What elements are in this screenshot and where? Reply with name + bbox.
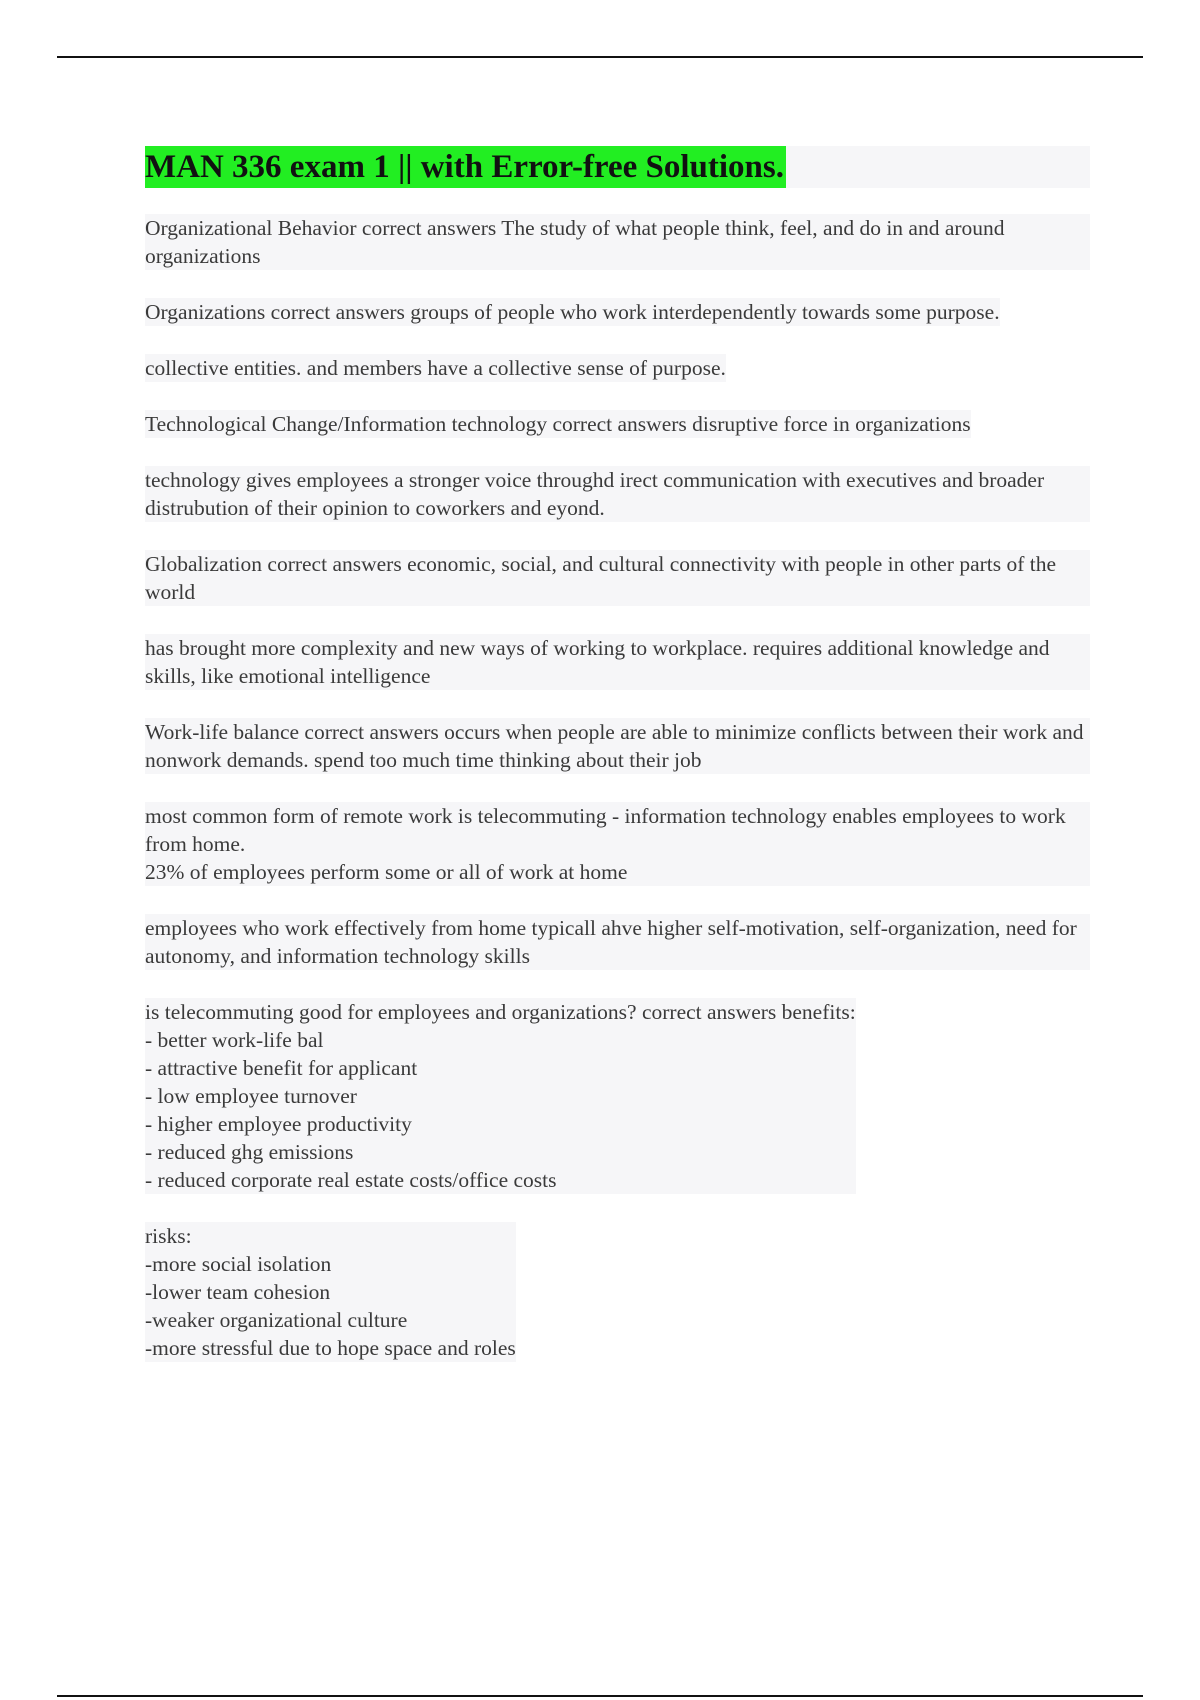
paragraph: [145, 410, 971, 438]
paragraph-list: [145, 214, 1090, 1362]
list-item: - attractive benefit for applicant: [145, 1056, 418, 1080]
paragraph: [145, 914, 1090, 970]
list-item: -weaker organizational culture: [145, 1308, 408, 1332]
paragraph-line: Organizational Behavior correct answers The study of what people think, feel, and do in and around organizations: [145, 216, 1010, 268]
paragraph: [145, 1222, 516, 1362]
list-item: - reduced corporate real estate costs/office costs: [145, 1168, 557, 1192]
paragraph: [145, 998, 856, 1194]
list-item: -more social isolation: [145, 1252, 332, 1276]
paragraph: [145, 354, 726, 382]
paragraph-line: Work-life balance correct answers occurs when people are able to minimize conflicts between their work and nonwork demands. spend too much time thinking about their job: [145, 720, 1089, 772]
list-item: - reduced ghg emissions: [145, 1140, 354, 1164]
paragraph: [145, 214, 1090, 270]
paragraph: [145, 550, 1090, 606]
paragraph-line: technology gives employees a stronger voice throughd irect communication with executives and broader distrubution of their opinion to coworkers and eyond.: [145, 468, 1050, 520]
document-title: MAN 336 exam 1 || with Error-free Solutions.: [145, 146, 786, 188]
list-item: -lower team cohesion: [145, 1280, 331, 1304]
top-rule: [57, 56, 1143, 58]
paragraph-line: 23% of employees perform some or all of work at home: [145, 860, 628, 884]
document-body: [145, 146, 1090, 1390]
list-item: - low employee turnover: [145, 1084, 357, 1108]
paragraph-line: Technological Change/Information technology correct answers disruptive force in organizations: [145, 412, 971, 436]
paragraph: [145, 634, 1090, 690]
paragraph-line: Globalization correct answers economic, social, and cultural connectivity with people in other parts of the world: [145, 552, 1062, 604]
bottom-rule: [57, 1695, 1143, 1697]
paragraph: [145, 466, 1090, 522]
paragraph: [145, 718, 1090, 774]
title-band: [145, 146, 1090, 188]
paragraph-line: employees who work effectively from home typicall ahve higher self-motivation, self-organization, need for autonomy, and information technology skills: [145, 916, 1083, 968]
paragraph: [145, 298, 1000, 326]
paragraph: [145, 802, 1090, 886]
paragraph-line: is telecommuting good for employees and organizations? correct answers benefits:: [145, 1000, 856, 1024]
paragraph-line: collective entities. and members have a collective sense of purpose.: [145, 356, 726, 380]
paragraph-line: risks:: [145, 1224, 192, 1248]
list-item: - better work-life bal: [145, 1028, 324, 1052]
paragraph-line: most common form of remote work is telecommuting - information technology enables employees to work from home.: [145, 804, 1072, 856]
list-item: - higher employee productivity: [145, 1112, 412, 1136]
paragraph-line: Organizations correct answers groups of people who work interdependently towards some purpose.: [145, 300, 1000, 324]
list-item: -more stressful due to hope space and roles: [145, 1336, 516, 1360]
paragraph-line: has brought more complexity and new ways of working to workplace. requires additional knowledge and skills, like emotional intelligence: [145, 636, 1055, 688]
